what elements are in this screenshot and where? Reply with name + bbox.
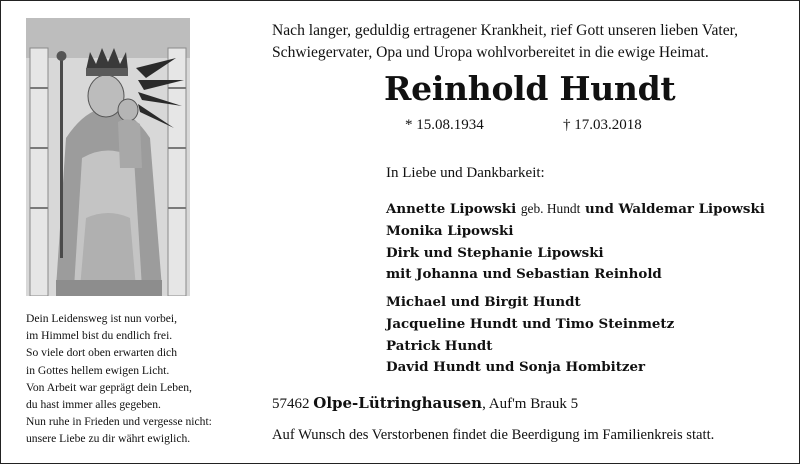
poem-line: unsere Liebe zu dir währt ewiglich. — [26, 432, 191, 446]
family-line: Dirk und Stephanie Lipowski — [386, 244, 604, 261]
intro-line: Schwiegervater, Opa und Uropa wohlvorbereitet in die ewige Heimat. — [272, 44, 709, 61]
intro-text — [272, 20, 782, 64]
deceased-name: Reinhold Hundt — [384, 69, 676, 108]
poem-line: So viele dort oben erwarten dich — [26, 346, 177, 360]
poem-line: Von Arbeit war geprägt dein Leben, — [26, 380, 192, 394]
poem-line: du hast immer alles gegeben. — [26, 398, 161, 412]
intro-line: Nach langer, geduldig ertragener Krankheit, rief Gott unseren lieben Vater, — [272, 22, 739, 39]
family-line: mit Johanna und Sebastian Reinhold — [386, 266, 662, 283]
poem-line: im Himmel bist du endlich frei. — [26, 329, 173, 343]
city: Olpe-Lütringhausen — [313, 394, 483, 412]
maiden-name-note: geb. Hundt — [520, 201, 581, 216]
address — [272, 394, 578, 413]
family-line: Patrick Hundt — [386, 337, 493, 354]
family-line: Michael und Birgit Hundt — [386, 294, 581, 310]
family-group-2 — [386, 292, 674, 379]
funeral-notice: Auf Wunsch des Verstorbenen findet die Beerdigung im Familienkreis statt. — [272, 427, 715, 443]
madonna-statue-photo — [26, 18, 190, 296]
family-line: Jacqueline Hundt und Timo Steinmetz — [386, 315, 675, 332]
poem-line: Nun ruhe in Frieden und vergesse nicht: — [26, 415, 212, 429]
birth-date: * 15.08.1934 — [405, 117, 484, 133]
family-line — [386, 198, 765, 221]
poem-line: Dein Leidensweg ist nun vorbei, — [26, 312, 178, 325]
death-date: † 17.03.2018 — [563, 117, 642, 133]
poem-line: in Gottes hellem ewigen Licht. — [26, 363, 170, 377]
family-line: Monika Lipowski — [386, 222, 514, 239]
family-member: und Waldemar Lipowski — [585, 201, 765, 217]
family-line: David Hundt und Sonja Hombitzer — [386, 359, 646, 376]
street: , Auf'm Brauk 5 — [482, 396, 579, 412]
thanks-line: In Liebe und Dankbarkeit: — [386, 165, 545, 181]
poem — [26, 310, 266, 448]
family-member: Annette Lipowski — [386, 201, 517, 217]
zip-code: 57462 — [272, 396, 310, 412]
family-group-1 — [386, 198, 765, 286]
